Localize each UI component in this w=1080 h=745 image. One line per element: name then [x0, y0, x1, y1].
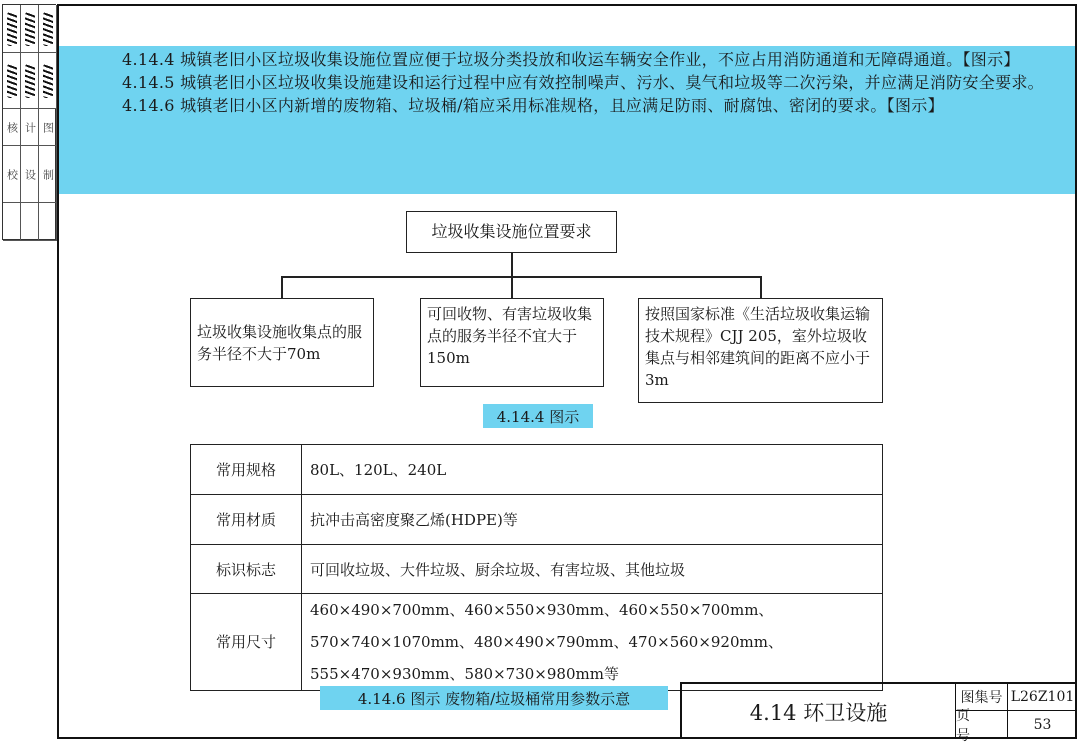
clause-4-14-5: 4.14.5 城镇老旧小区垃圾收集设施建设和运行过程中应有效控制噪声、污水、臭气和垃圾等二次污染，并应满足消防安全要求。	[122, 73, 1044, 92]
diagram-caption: 4.14.4 图示	[483, 404, 593, 428]
diagram-root-box: 垃圾收集设施位置要求	[406, 211, 617, 253]
page-number: 53	[1033, 717, 1052, 733]
signature-mark	[21, 5, 39, 53]
approval-stamp-column	[2, 4, 56, 240]
diagram-child-box: 按照国家标准《生活垃圾收集运输技术规程》CJJ 205，室外垃圾收集点与相邻建筑间的距离不应小于3m	[638, 298, 883, 403]
atlas-number: L26Z101	[1008, 684, 1077, 711]
connector	[281, 276, 761, 278]
table-key: 标识标志	[191, 545, 302, 594]
title-block	[680, 682, 1077, 744]
clause-4-14-4: 4.14.4 城镇老旧小区垃圾收集设施位置应便于垃圾分类投放和收运车辆安全作业，不应占用消防通道和无障碍通道。【图示】	[122, 50, 1020, 69]
table-key: 常用尺寸	[191, 594, 302, 691]
diagram-child-box: 垃圾收集设施收集点的服务半径不大于70m	[190, 298, 374, 387]
table-value: 抗冲击高密度聚乙烯(HDPE)等	[302, 495, 883, 545]
table-value: 可回收垃圾、大件垃圾、厨余垃圾、有害垃圾、其他垃圾	[302, 545, 883, 594]
atlas-label: 图集号	[956, 684, 1008, 711]
table-caption: 4.14.6 图示 废物箱/垃圾桶常用参数示意	[320, 686, 668, 710]
clause-4-14-6: 4.14.6 城镇老旧小区内新增的废物箱、垃圾桶/箱应采用标准规格，且应满足防雨、耐腐蚀、密闭的要求。【图示】	[122, 96, 944, 115]
signature-mark	[3, 5, 21, 53]
table-key: 常用材质	[191, 495, 302, 545]
table-row	[191, 495, 883, 545]
connector	[511, 276, 513, 298]
stamp-label: 计	[21, 109, 39, 146]
stamp-label: 制	[39, 146, 57, 203]
table-row	[191, 545, 883, 594]
connector	[760, 276, 762, 298]
section-title: 4.14 环卫设施	[682, 684, 956, 739]
table-row	[191, 445, 883, 495]
table-value: 460×490×700mm、460×550×930mm、460×550×700mm、570×740×1070mm、480×490×790mm、470×560×920mm、555×470×930mm、580×730×980mm等	[302, 594, 883, 691]
connector	[511, 253, 513, 277]
signature-mark	[39, 53, 57, 109]
connector	[281, 276, 283, 298]
stamp-label: 校	[3, 146, 21, 203]
table-row	[191, 594, 883, 691]
stamp-label: 设	[21, 146, 39, 203]
signature-mark	[21, 53, 39, 109]
table-value: 80L、120L、240L	[302, 445, 883, 495]
table-key: 常用规格	[191, 445, 302, 495]
stamp-label: 图	[39, 109, 57, 146]
stamp-label: 核	[3, 109, 21, 146]
diagram-child-box: 可回收物、有害垃圾收集点的服务半径不宜大于150m	[420, 298, 604, 387]
page-label: 页号	[956, 711, 1008, 739]
signature-mark	[39, 5, 57, 53]
signature-mark	[3, 53, 21, 109]
spec-clauses	[122, 48, 1062, 117]
params-table	[190, 444, 883, 691]
